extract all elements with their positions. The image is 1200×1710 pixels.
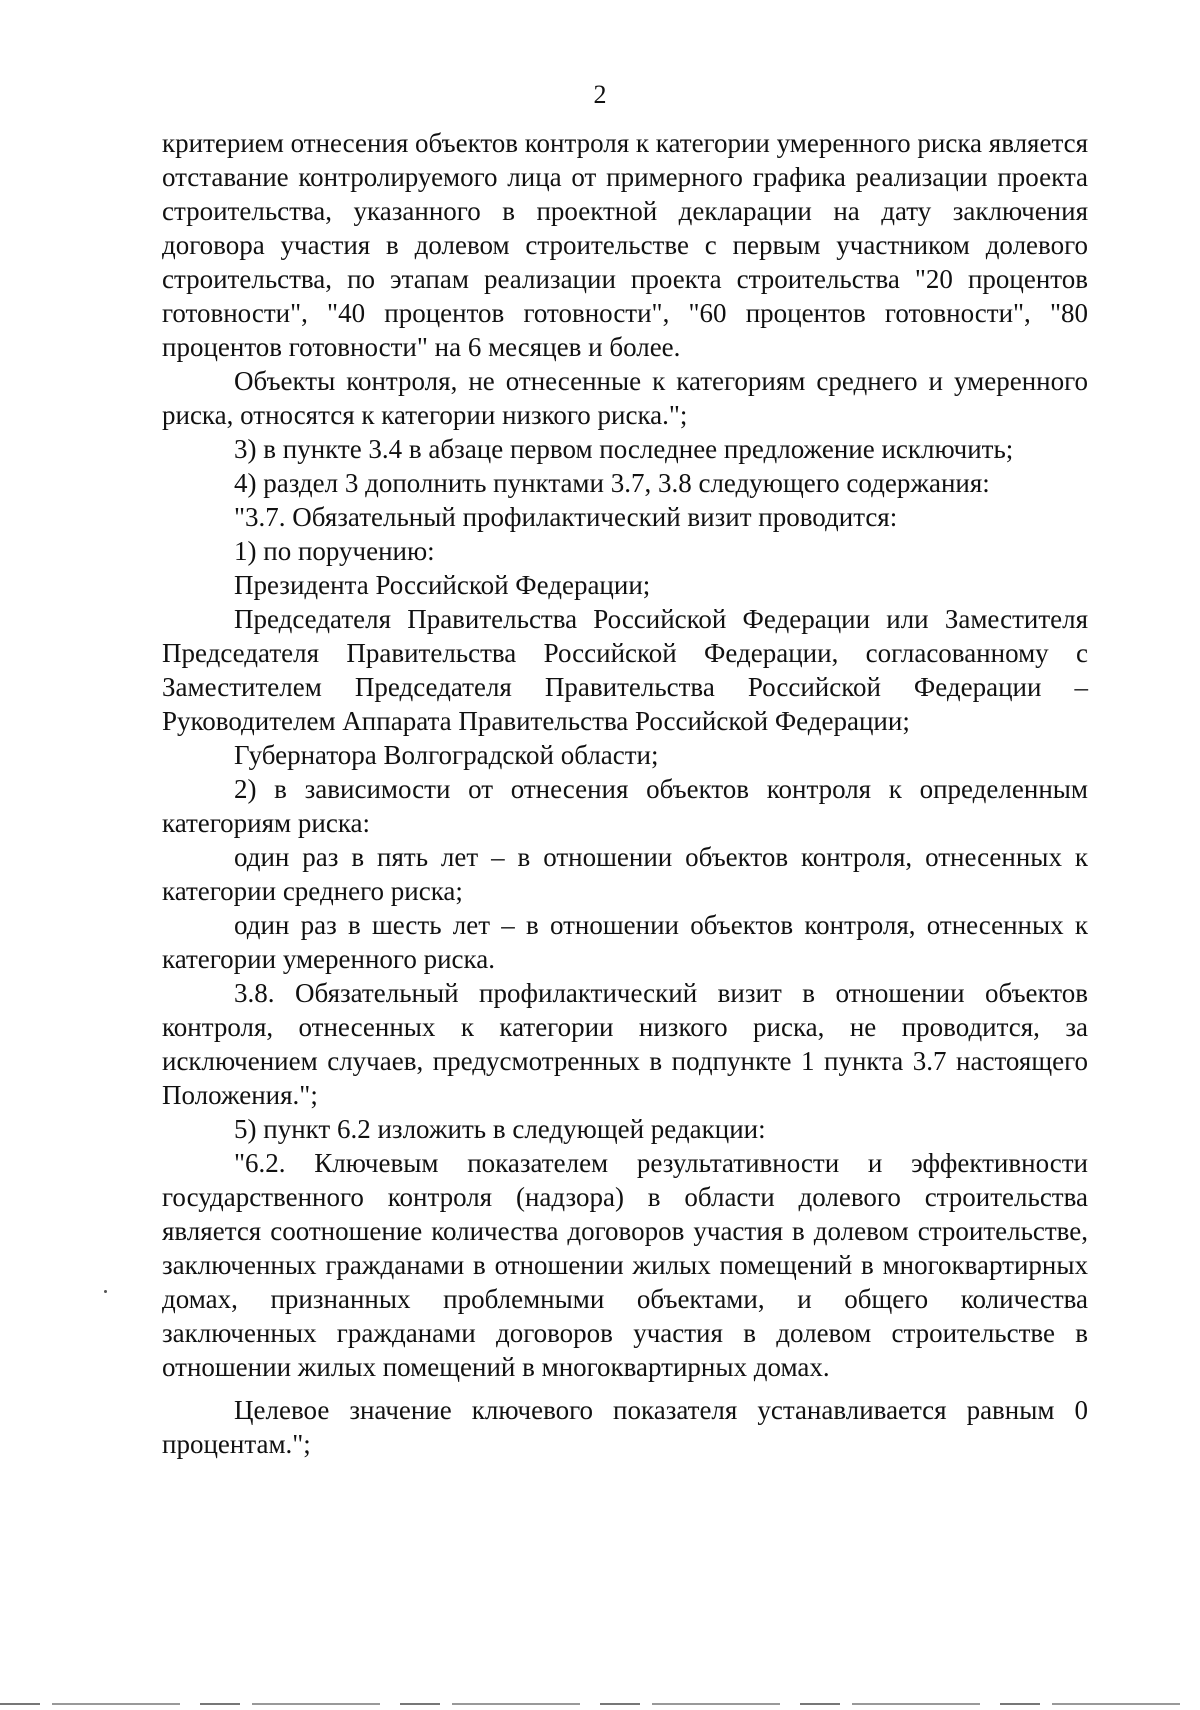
paragraph-item-4: 4) раздел 3 дополнить пунктами 3.7, 3.8 следующего содержания: [234,468,990,498]
paragraph-3-8: 3.8. Обязательный профилактический визит в отношении объектов контроля, отнесенных к категории низкого риска, не проводится, за исключением случаев, предусмотренных в подпункте 1 пункта 3.7 настоящего Положения."; [162,978,1088,1110]
paragraph-risk-criterion: критерием отнесения объектов контроля к категории умеренного риска является отставание контролируемого лица от примерного графика реализации проекта строительства, указанного в проектной декларации на дату заключения договора участия в долевом строительстве с первым участником долевого строительства, по этапам реализации проекта строительства "20 процентов готовности", "40 процентов готовности", "60 процентов готовности", "80 процентов готовности" на 6 месяцев и более. [162,128,1088,362]
paragraph-low-risk: Объекты контроля, не отнесенные к категориям среднего и умеренного риска, относятся к категории низкого риска."; [162,366,1088,430]
paragraph-five-years: один раз в пять лет – в отношении объектов контроля, отнесенных к категории среднего риска; [162,842,1088,906]
paragraph-governor: Губернатора Волгоградской области; [234,740,659,770]
paragraph-target-value: Целевое значение ключевого показателя устанавливается равным 0 процентам."; [162,1395,1088,1459]
paragraph-item-5: 5) пункт 6.2 изложить в следующей редакции: [234,1114,766,1144]
paragraph-president: Президента Российской Федерации; [234,570,651,600]
scan-speck [104,1290,107,1293]
page-number: 2 [593,80,607,109]
paragraph-by-order: 1) по поручению: [234,536,435,566]
document-body [162,126,1088,1461]
paragraph-item-3: 3) в пункте 3.4 в абзаце первом последнее предложение исключить; [234,434,1014,464]
paragraph-six-years: один раз в шесть лет – в отношении объектов контроля, отнесенных к категории умеренного риска. [162,910,1088,974]
paragraph-6-2: "6.2. Ключевым показателем результативности и эффективности государственного контроля (надзора) в области долевого строительства является соотношение количества договоров участия в долевом строительстве, заключенных гражданами в отношении жилых помещений в многоквартирных домах, признанных проблемными объектами, и общего количества заключенных гражданами договоров участия в долевом строительстве в отношении жилых помещений в многоквартирных домах. [162,1148,1088,1382]
paragraph-3-7: "3.7. Обязательный профилактический визит проводится: [234,502,898,532]
paragraph-risk-categories: 2) в зависимости от отнесения объектов контроля к определенным категориям риска: [162,774,1088,838]
paragraph-government-chairman: Председателя Правительства Российской Федерации или Заместителя Председателя Правительства Российской Федерации, согласованному с Заместителем Председателя Правительства Российской Федерации – Руководителем Аппарата Правительства Российской Федерации; [162,604,1088,736]
scan-edge-line [0,1703,1200,1705]
